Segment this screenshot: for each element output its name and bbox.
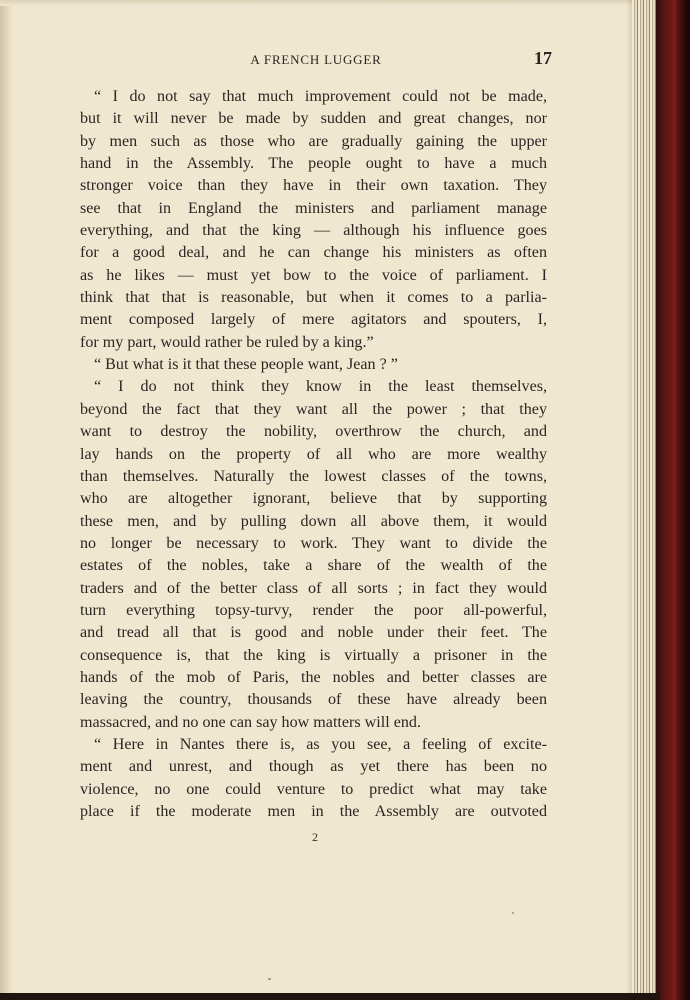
text-line: traders and of the better class of all sorts ; in fact they would	[80, 579, 547, 597]
text-line: than themselves. Naturally the lowest classes of the towns,	[80, 467, 547, 485]
text-line: ment and unrest, and though as yet there has been no	[80, 758, 547, 776]
bottom-edge	[0, 993, 660, 1000]
text-line: “ But what is it that these people want, Jean ? ”	[94, 356, 398, 374]
paper-speck	[512, 912, 514, 914]
text-line: violence, no one could venture to predict what may take	[80, 780, 547, 798]
text-line: stronger voice than they have in their own taxation. They	[80, 177, 547, 195]
text-line: for a good deal, and he can change his ministers as often	[80, 244, 547, 262]
text-line: place if the moderate men in the Assembly are outvoted	[80, 803, 547, 820]
inner-gutter-shadow	[0, 0, 14, 1000]
page-stack-edge	[632, 0, 656, 1000]
text-line: and tread all that is good and noble under their feet. The	[80, 624, 547, 642]
text-line: leaving the country, thousands of these have already been	[80, 691, 547, 709]
cover-shadow	[676, 0, 690, 1000]
signature-mark: 2	[312, 830, 318, 844]
text-line: think that that is reasonable, but when it comes to a parlia-	[80, 289, 547, 307]
text-line: want to destroy the nobility, overthrow the church, and	[80, 423, 547, 441]
text-line: massacred, and no one can say how matters will end.	[80, 713, 421, 731]
text-line: turn everything topsy-turvy, render the poor all-powerful,	[80, 601, 547, 619]
text-line: see that in England the ministers and parliament manage	[80, 199, 547, 217]
text-line: for my part, would rather be ruled by a king.”	[80, 333, 374, 351]
text-line: lay hands on the property of all who are more wealthy	[80, 445, 547, 463]
text-line: these men, and by pulling down all above them, it would	[80, 512, 547, 530]
text-line: as he likes — must yet bow to the voice of parliament. I	[80, 266, 547, 284]
text-line: hands of the mob of Paris, the nobles and better classes are	[80, 668, 547, 686]
body-text	[80, 86, 547, 823]
text-line: beyond the fact that they want all the power ; that they	[80, 400, 547, 418]
text-line: but it will never be made by sudden and great changes, nor	[80, 110, 547, 128]
text-line: ment composed largely of mere agitators and spouters, I,	[80, 311, 547, 329]
text-line: consequence is, that the king is virtually a prisoner in the	[80, 646, 547, 664]
text-line: everything, and that the king — although his influence goes	[80, 222, 547, 240]
running-title: A FRENCH LUGGER	[250, 52, 382, 67]
text-line: “ I do not think they know in the least themselves,	[94, 378, 547, 396]
text-line: by men such as those who are gradually gaining the upper	[80, 132, 547, 150]
running-head	[80, 48, 552, 74]
top-edge-shadow	[0, 0, 640, 6]
page-number: 17	[534, 48, 552, 68]
text-line: who are altogether ignorant, believe that by supporting	[80, 490, 547, 508]
text-line: “ I do not say that much improvement could not be made,	[94, 88, 547, 105]
text-line: hand in the Assembly. The people ought to have a much	[80, 155, 547, 173]
paper-speck	[268, 978, 271, 980]
text-line: “ Here in Nantes there is, as you see, a feeling of excite-	[94, 735, 547, 753]
text-line: no longer be necessary to work. They want to divide the	[80, 534, 547, 552]
text-line: estates of the nobles, take a share of the wealth of the	[80, 557, 547, 575]
